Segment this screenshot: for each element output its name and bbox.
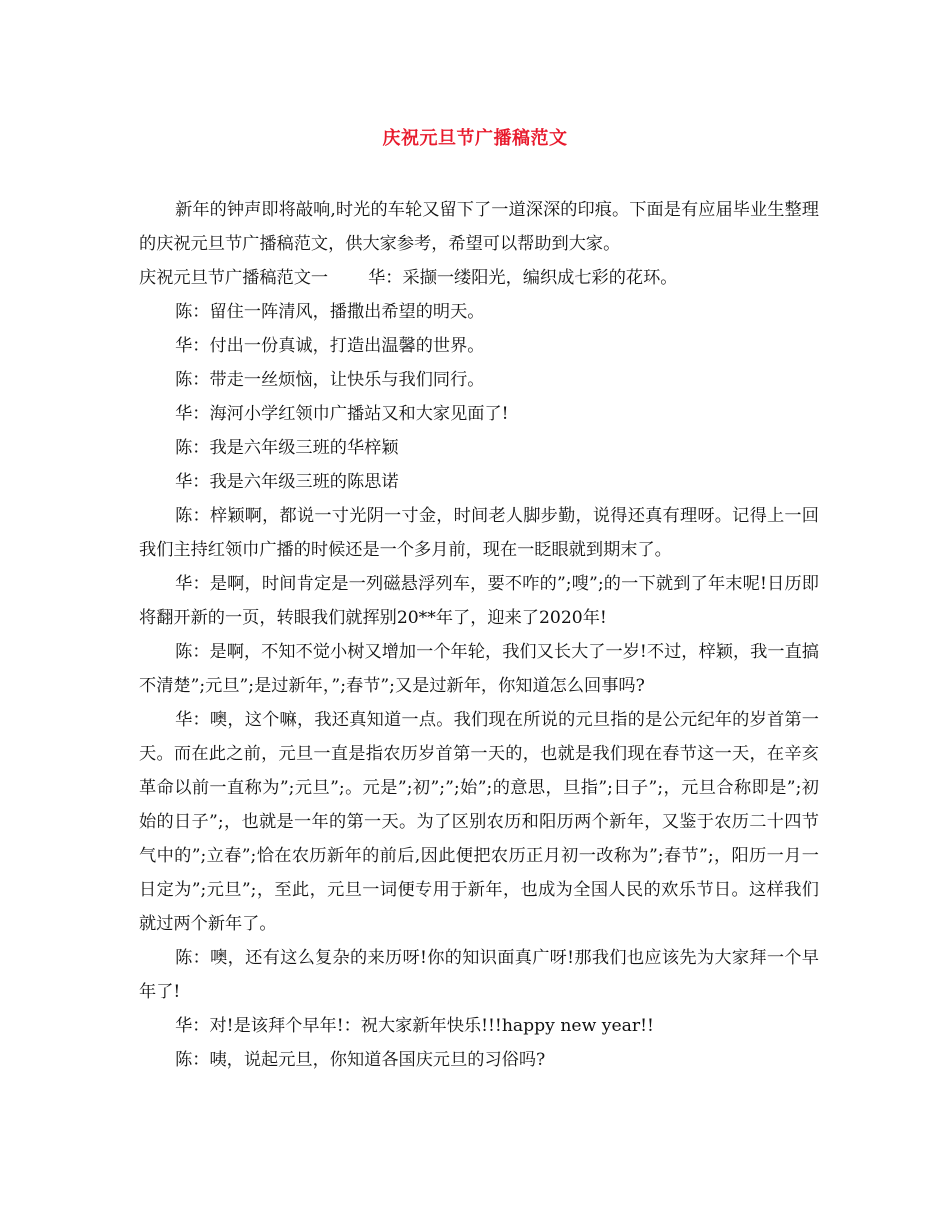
dialogue-line: 陈：带走一丝烦恼，让快乐与我们同行。 <box>175 370 485 390</box>
dialogue-line: 华：对!是该拜个早年!：祝大家新年快乐!!!happy new year!! <box>175 1016 654 1036</box>
dialogue-line: 陈：我是六年级三班的华梓颖 <box>175 438 399 458</box>
dialogue-line: 陈：梓颖啊，都说一寸光阴一寸金，时间老人脚步勤，说得还真有理呀。记得上一回我们主持红领巾广播的时候还是一个多月前，现在一眨眼就到期末了。 <box>139 506 819 560</box>
dialogue-line: 陈：噢，还有这么复杂的来历呀!你的知识面真广呀!那我们也应该先为大家拜一个早年了! <box>139 948 819 1002</box>
dialogue-line: 华：付出一份真诚，打造出温馨的世界。 <box>175 336 485 356</box>
dialogue-line: 华：海河小学红领巾广播站又和大家见面了! <box>175 404 509 424</box>
dialogue-line: 陈：留住一阵清风，播撒出希望的明天。 <box>175 302 485 322</box>
intro-paragraph: 新年的钟声即将敲响,时光的车轮又留下了一道深深的印痕。下面是有应届毕业生整理的庆祝元旦节广播稿范文，供大家参考，希望可以帮助到大家。 <box>139 200 819 254</box>
dialogue-line-first: 华：采撷一缕阳光，编织成七彩的花环。 <box>368 268 678 288</box>
dialogue-line: 陈：咦，说起元旦，你知道各国庆元旦的习俗吗? <box>175 1050 546 1070</box>
section-heading-line <box>139 261 819 295</box>
dialogue-line: 陈：是啊，不知不觉小树又增加一个年轮，我们又长大了一岁!不过，梓颖，我一直搞不清楚”;元旦”;是过新年，”;春节”;又是过新年，你知道怎么回事吗? <box>139 642 819 696</box>
page-title: 庆祝元旦节广播稿范文 <box>382 128 568 149</box>
section-heading: 庆祝元旦节广播稿范文一 <box>139 268 329 288</box>
dialogue-line: 华：噢，这个嘛，我还真知道一点。我们现在所说的元旦指的是公元纪年的岁首第一天。而在此之前，元旦一直是指农历岁首第一天的，也就是我们现在春节这一天，在辛亥革命以前一直称为”;元旦”;。元是”;初”;”;始”;的意思，旦指”;日子”;，元旦合称即是”;初始的日子”;，也就是一年的第一天。为了区别农历和阳历两个新年，又鉴于农历二十四节气中的”;立春”;恰在农历新年的前后,因此便把农历正月初一改称为”;春节”;，阳历一月一日定为”;元旦”;，至此，元旦一词便专用于新年，也成为全国人民的欢乐节日。这样我们就过两个新年了。 <box>139 710 819 934</box>
dialogue-line: 华：是啊，时间肯定是一列磁悬浮列车，要不咋的”;嗖”;的一下就到了年末呢!日历即将翻开新的一页，转眼我们就挥别20**年了，迎来了2020年! <box>139 574 819 628</box>
document-body <box>139 193 819 1077</box>
dialogue-line: 华：我是六年级三班的陈思诺 <box>175 472 399 492</box>
